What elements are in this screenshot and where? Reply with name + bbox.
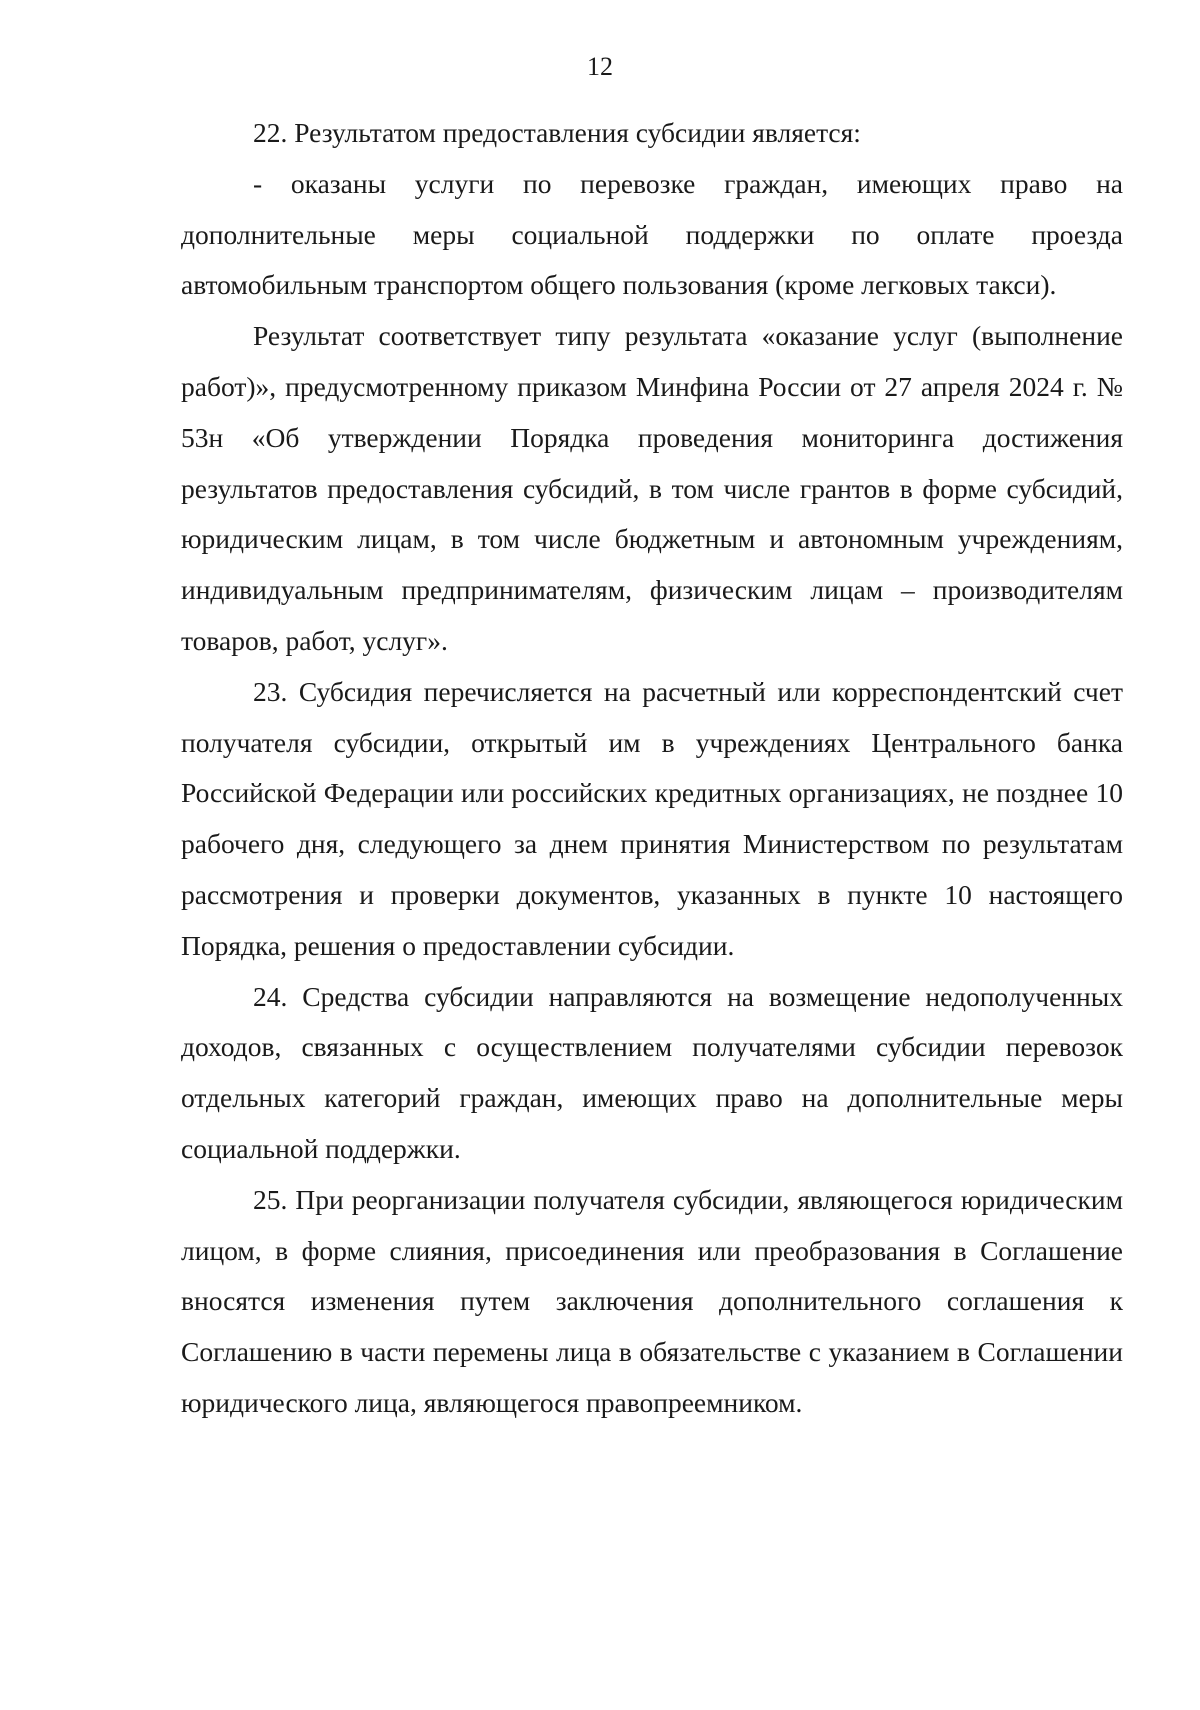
paragraph-25: 25. При реорганизации получателя субсидии, являющегося юридическим лицом, в форме слияния, присоединения или преобразования в Соглашение вносятся изменения путем заключения дополнительного соглашения к Соглашению в части перемены лица в обязательстве с указанием в Соглашении юридического лица, являющегося правопреемником. — [181, 1183, 1123, 1418]
paragraph-22-bullet: - оказаны услуги по перевозке граждан, имеющих право на дополнительные меры социальной поддержки по оплате проезда автомобильным транспортом общего пользования (кроме легковых такси). — [181, 167, 1123, 301]
paragraph-23: 23. Субсидия перечисляется на расчетный или корреспондентский счет получателя субсидии, открытый им в учреждениях Центрального банка Российской Федерации или российских кредитных организациях, не позднее 10 рабочего дня, следующего за днем принятия Министерством по результатам рассмотрения и проверки документов, указанных в пункте 10 настоящего Порядка, решения о предоставлении субсидии. — [181, 675, 1123, 961]
page-number: 12 — [587, 52, 613, 81]
paragraph-24: 24. Средства субсидии направляются на возмещение недополученных доходов, связанных с осуществлением получателями субсидии перевозок отдельных категорий граждан, имеющих право на дополнительные меры социальной поддержки. — [181, 980, 1123, 1164]
document-body — [181, 108, 1123, 1429]
paragraph-22-result-type: Результат соответствует типу результата «оказание услуг (выполнение работ)», предусмотренному приказом Минфина России от 27 апреля 2024 г. № 53н «Об утверждении Порядка проведения мониторинга достижения результатов предоставления субсидий, в том числе грантов в форме субсидий, юридическим лицам, в том числе бюджетным и автономным учреждениям, индивидуальным предпринимателям, физическим лицам – производителям товаров, работ, услуг». — [181, 320, 1123, 656]
paragraph-22-heading: 22. Результатом предоставления субсидии является: — [253, 117, 861, 148]
